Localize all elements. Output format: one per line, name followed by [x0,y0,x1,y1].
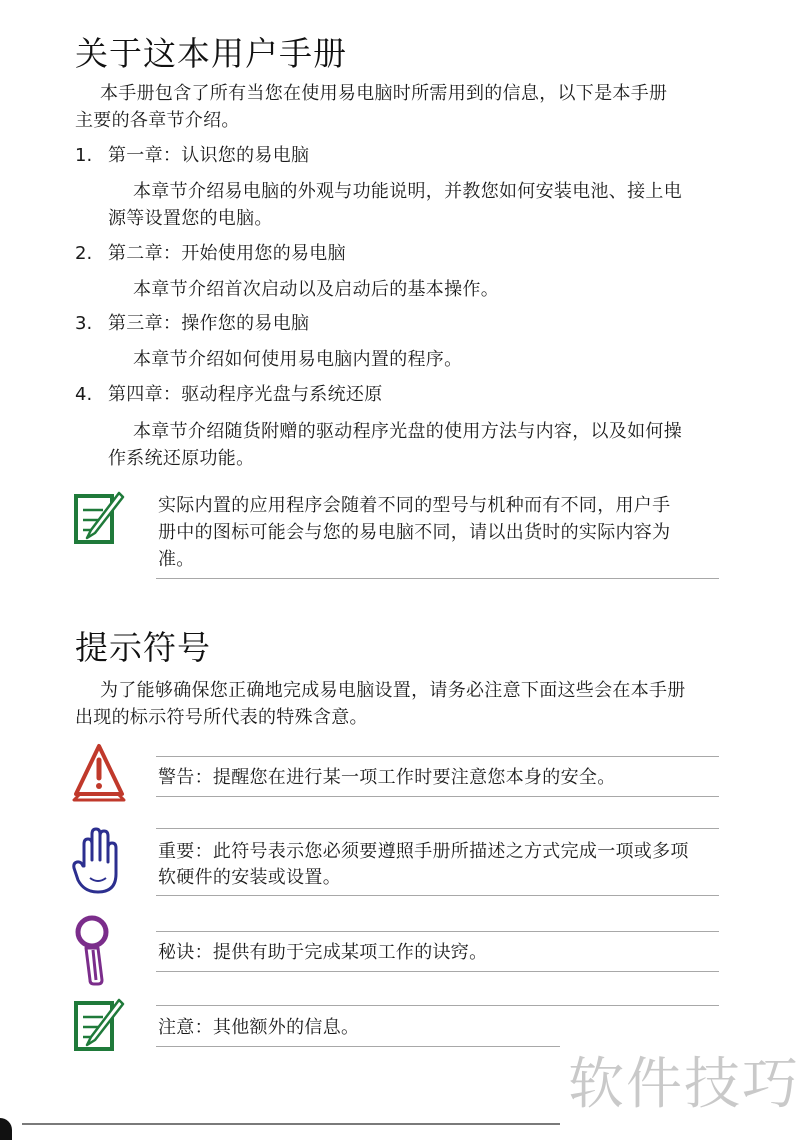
note-text: 注意：其他额外的信息。 [158,1017,360,1038]
chapter-3-title: 第三章：操作您的易电脑 [108,313,310,334]
warning-icon [72,742,126,802]
chapter-1-desc-line-2: 源等设置您的电脑。 [108,208,273,229]
section-title-symbols: 提示符号 [75,628,211,667]
chapter-2-title: 第二章：开始使用您的易电脑 [108,243,346,264]
symbols-intro-line-2: 出现的标示符号所代表的特殊含意。 [75,707,368,728]
chapter-2-desc-line-1: 本章节介绍首次启动以及启动后的基本操作。 [133,279,499,300]
intro-line-2: 主要的各章节介绍。 [75,110,240,131]
watermark-text: 软件技巧 [568,1052,800,1117]
note-pencil-icon-legend [73,997,125,1053]
chapter-4-number: 4. [75,384,93,405]
intro-line-1: 本手册包含了所有当您在使用易电脑时所需用到的信息，以下是本手册 [100,83,668,104]
chapter-1-number: 1. [75,145,93,166]
tip-text: 秘诀：提供有助于完成某项工作的诀窍。 [158,942,488,963]
note-pencil-icon [73,490,125,546]
symbols-intro-line-1: 为了能够确保您正确地完成易电脑设置，请务必注意下面这些会在本手册 [100,680,686,701]
chapter-3-number: 3. [75,313,93,334]
warning-bottom-rule [156,796,719,797]
magnifier-tip-icon [72,914,112,986]
important-bottom-rule [156,895,719,896]
note-top-rule [156,1005,719,1006]
note-line-3: 准。 [158,549,195,570]
tip-top-rule [156,931,719,932]
important-line-2: 软硬件的安装或设置。 [158,867,341,888]
chapter-4-desc-line-2: 作系统还原功能。 [108,448,255,469]
chapter-1-desc-line-1: 本章节介绍易电脑的外观与功能说明，并教您如何安装电池、接上电 [133,181,682,202]
warning-top-rule [156,756,719,757]
chapter-1-title: 第一章：认识您的易电脑 [108,145,310,166]
note-line-1: 实际内置的应用程序会随着不同的型号与机种而有不同，用户手 [158,495,671,516]
footer-rule [22,1123,560,1125]
important-line-1: 重要：此符号表示您必须要遵照手册所描述之方式完成一项或多项 [158,841,689,862]
chapter-4-desc-line-1: 本章节介绍随货附赠的驱动程序光盘的使用方法与内容，以及如何操 [133,421,682,442]
chapter-3-desc-line-1: 本章节介绍如何使用易电脑内置的程序。 [133,349,463,370]
chapter-4-title: 第四章：驱动程序光盘与系统还原 [108,384,383,405]
chapter-2-number: 2. [75,243,93,264]
note-bottom-rule [156,1046,560,1047]
important-top-rule [156,828,719,829]
hand-important-icon [70,826,124,896]
note-line-2: 册中的图标可能会与您的易电脑不同，请以出货时的实际内容为 [158,522,671,543]
tip-bottom-rule [156,971,719,972]
page-title: 关于这本用户手册 [75,34,347,73]
note-divider [156,578,719,579]
warning-text: 警告：提醒您在进行某一项工作时要注意您本身的安全。 [158,767,616,788]
